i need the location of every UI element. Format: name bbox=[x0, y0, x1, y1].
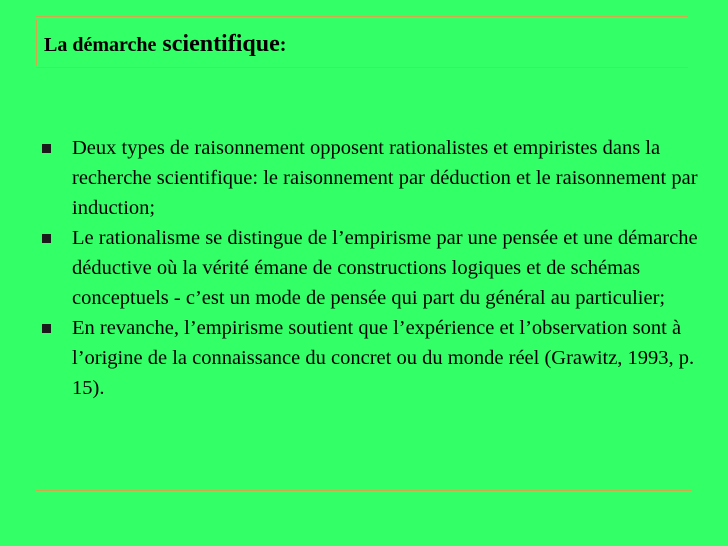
bottom-divider bbox=[36, 490, 692, 491]
square-bullet-icon bbox=[42, 144, 51, 153]
bullet-item bbox=[40, 133, 720, 223]
bullet-text: Deux types de raisonnement opposent rationalistes et empiristes dans la recherche scientifique: le raisonnement par déduction et le raisonnement par induction; bbox=[72, 137, 698, 219]
title-left-divider bbox=[36, 20, 37, 66]
title-part-3: : bbox=[279, 34, 287, 56]
square-bullet-icon bbox=[42, 324, 51, 333]
square-bullet-icon bbox=[42, 234, 51, 243]
title-divider bbox=[36, 67, 688, 68]
bullet-item bbox=[40, 313, 720, 403]
top-divider bbox=[36, 16, 688, 17]
slide-title bbox=[44, 30, 286, 59]
bullet-list bbox=[40, 133, 720, 403]
bullet-text: En revanche, l’empirisme soutient que l’expérience et l’observation sont à l’origine de la connaissance du concret ou du monde réel (Grawitz, 1993, p. 15). bbox=[72, 317, 695, 399]
bullet-text: Le rationalisme se distingue de l’empirisme par une pensée et une démarche déductive où la vérité émane de constructions logiques et de schémas conceptuels - c’est un mode de pensée qui part du général au particulier; bbox=[72, 227, 698, 309]
title-part-2: scientifique bbox=[156, 31, 280, 57]
title-part-1: La démarche bbox=[44, 34, 157, 56]
bullet-item bbox=[40, 223, 720, 313]
